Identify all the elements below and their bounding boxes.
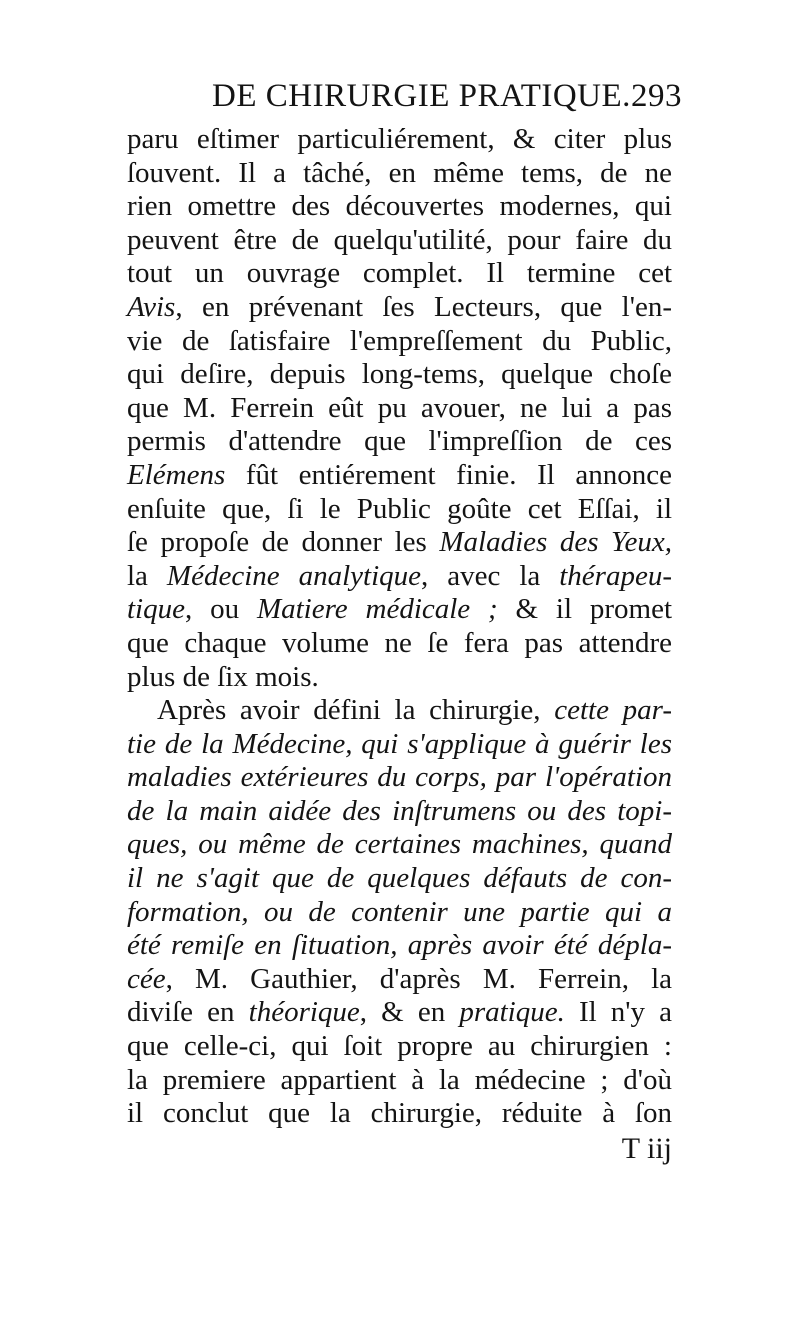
text-line: vie de ſatisfaire l'empreſſement du Public, bbox=[127, 324, 672, 357]
italic-line: ques, ou même de certaines machines, quand bbox=[127, 828, 672, 861]
italic-line: de la main aidée des inſtrumens ou des topi- bbox=[127, 794, 672, 827]
text-line bbox=[127, 459, 672, 493]
text-run: , en prévenant ſes Lecteurs, que l'en- bbox=[175, 290, 672, 323]
italic-line: tie de la Médecine, qui s'applique à guérir les bbox=[127, 727, 672, 760]
text-run: Il n'y a bbox=[564, 996, 672, 1029]
text-line: que chaque volume ne ſe fera pas attendre bbox=[127, 626, 672, 659]
italic-line: il ne s'agit que de quelques défauts de con- bbox=[127, 862, 672, 895]
text-run: la bbox=[127, 559, 167, 592]
italic-line: formation, ou de contenir une partie qui a bbox=[127, 895, 672, 928]
text-line: ſouvent. Il a tâché, en même tems, de ne bbox=[127, 156, 672, 189]
italic-quote: cette par- bbox=[554, 694, 672, 727]
text-run: fût entiérement finie. Il annonce bbox=[225, 458, 672, 491]
text-line: permis d'attendre que l'impreſſion de ces bbox=[127, 425, 672, 458]
text-run: ſe propoſe de donner les bbox=[127, 526, 440, 559]
text-line bbox=[127, 291, 672, 325]
text-line: peuvent être de quelqu'utilité, pour faire du bbox=[127, 223, 672, 256]
text-line bbox=[127, 694, 672, 728]
text-line bbox=[127, 996, 672, 1030]
italic-word: pratique. bbox=[459, 996, 565, 1029]
text-line: plus de ſix mois. bbox=[127, 660, 319, 693]
italic-title: thérapeu- bbox=[559, 559, 672, 592]
running-title: DE CHIRURGIE PRATIQUE. bbox=[212, 78, 631, 114]
text-run: , ou bbox=[185, 593, 257, 626]
text-line bbox=[127, 526, 672, 560]
text-line: il conclut que la chirurgie, réduite à ſon bbox=[127, 1097, 672, 1130]
italic-word: cée bbox=[127, 962, 166, 995]
italic-title: Médecine analytique bbox=[166, 559, 422, 592]
text-run: Après avoir défini la chirurgie, bbox=[157, 694, 555, 727]
text-run: diviſe en bbox=[127, 996, 249, 1029]
italic-title: Maladies des Yeux, bbox=[439, 526, 672, 559]
text-line bbox=[127, 593, 672, 627]
signature-mark: T iij bbox=[621, 1132, 672, 1165]
text-line: la premiere appartient à la médecine ; d'où bbox=[127, 1063, 672, 1096]
page-number: 293 bbox=[631, 78, 682, 114]
text-line bbox=[127, 963, 672, 997]
text-line: rien omettre des découvertes modernes, qui bbox=[127, 190, 672, 223]
text-run: , avec la bbox=[421, 559, 560, 592]
text-run: , M. Gauthier, d'après M. Ferrein, la bbox=[165, 962, 672, 995]
italic-title: Matiere médicale ; bbox=[256, 593, 498, 626]
text-line: enſuite que, ſi le Public goûte cet Eſſai, il bbox=[127, 492, 672, 525]
text-line: tout un ouvrage complet. Il termine cet bbox=[127, 257, 672, 290]
italic-line: maladies extérieures du corps, par l'opération bbox=[127, 761, 672, 794]
text-line: que celle-ci, qui ſoit propre au chirurgien : bbox=[127, 1030, 672, 1063]
text-line: qui deſire, depuis long-tems, quelque choſe bbox=[127, 358, 672, 391]
text-line: paru eſtimer particuliérement, & citer plus bbox=[127, 123, 672, 155]
italic-title: tique bbox=[127, 593, 185, 626]
italic-word: Elémens bbox=[127, 458, 226, 491]
italic-line: été remiſe en ſituation, après avoir été dépla- bbox=[127, 929, 672, 962]
text-line bbox=[127, 560, 672, 594]
text-run: & il promet bbox=[497, 593, 672, 626]
text-block bbox=[127, 123, 672, 1131]
italic-word: théorique bbox=[248, 996, 360, 1029]
italic-word: Avis bbox=[127, 290, 176, 323]
running-header bbox=[212, 78, 682, 118]
text-line: que M. Ferrein eût pu avouer, ne lui a pas bbox=[127, 391, 672, 424]
text-run: , & en bbox=[359, 996, 460, 1029]
